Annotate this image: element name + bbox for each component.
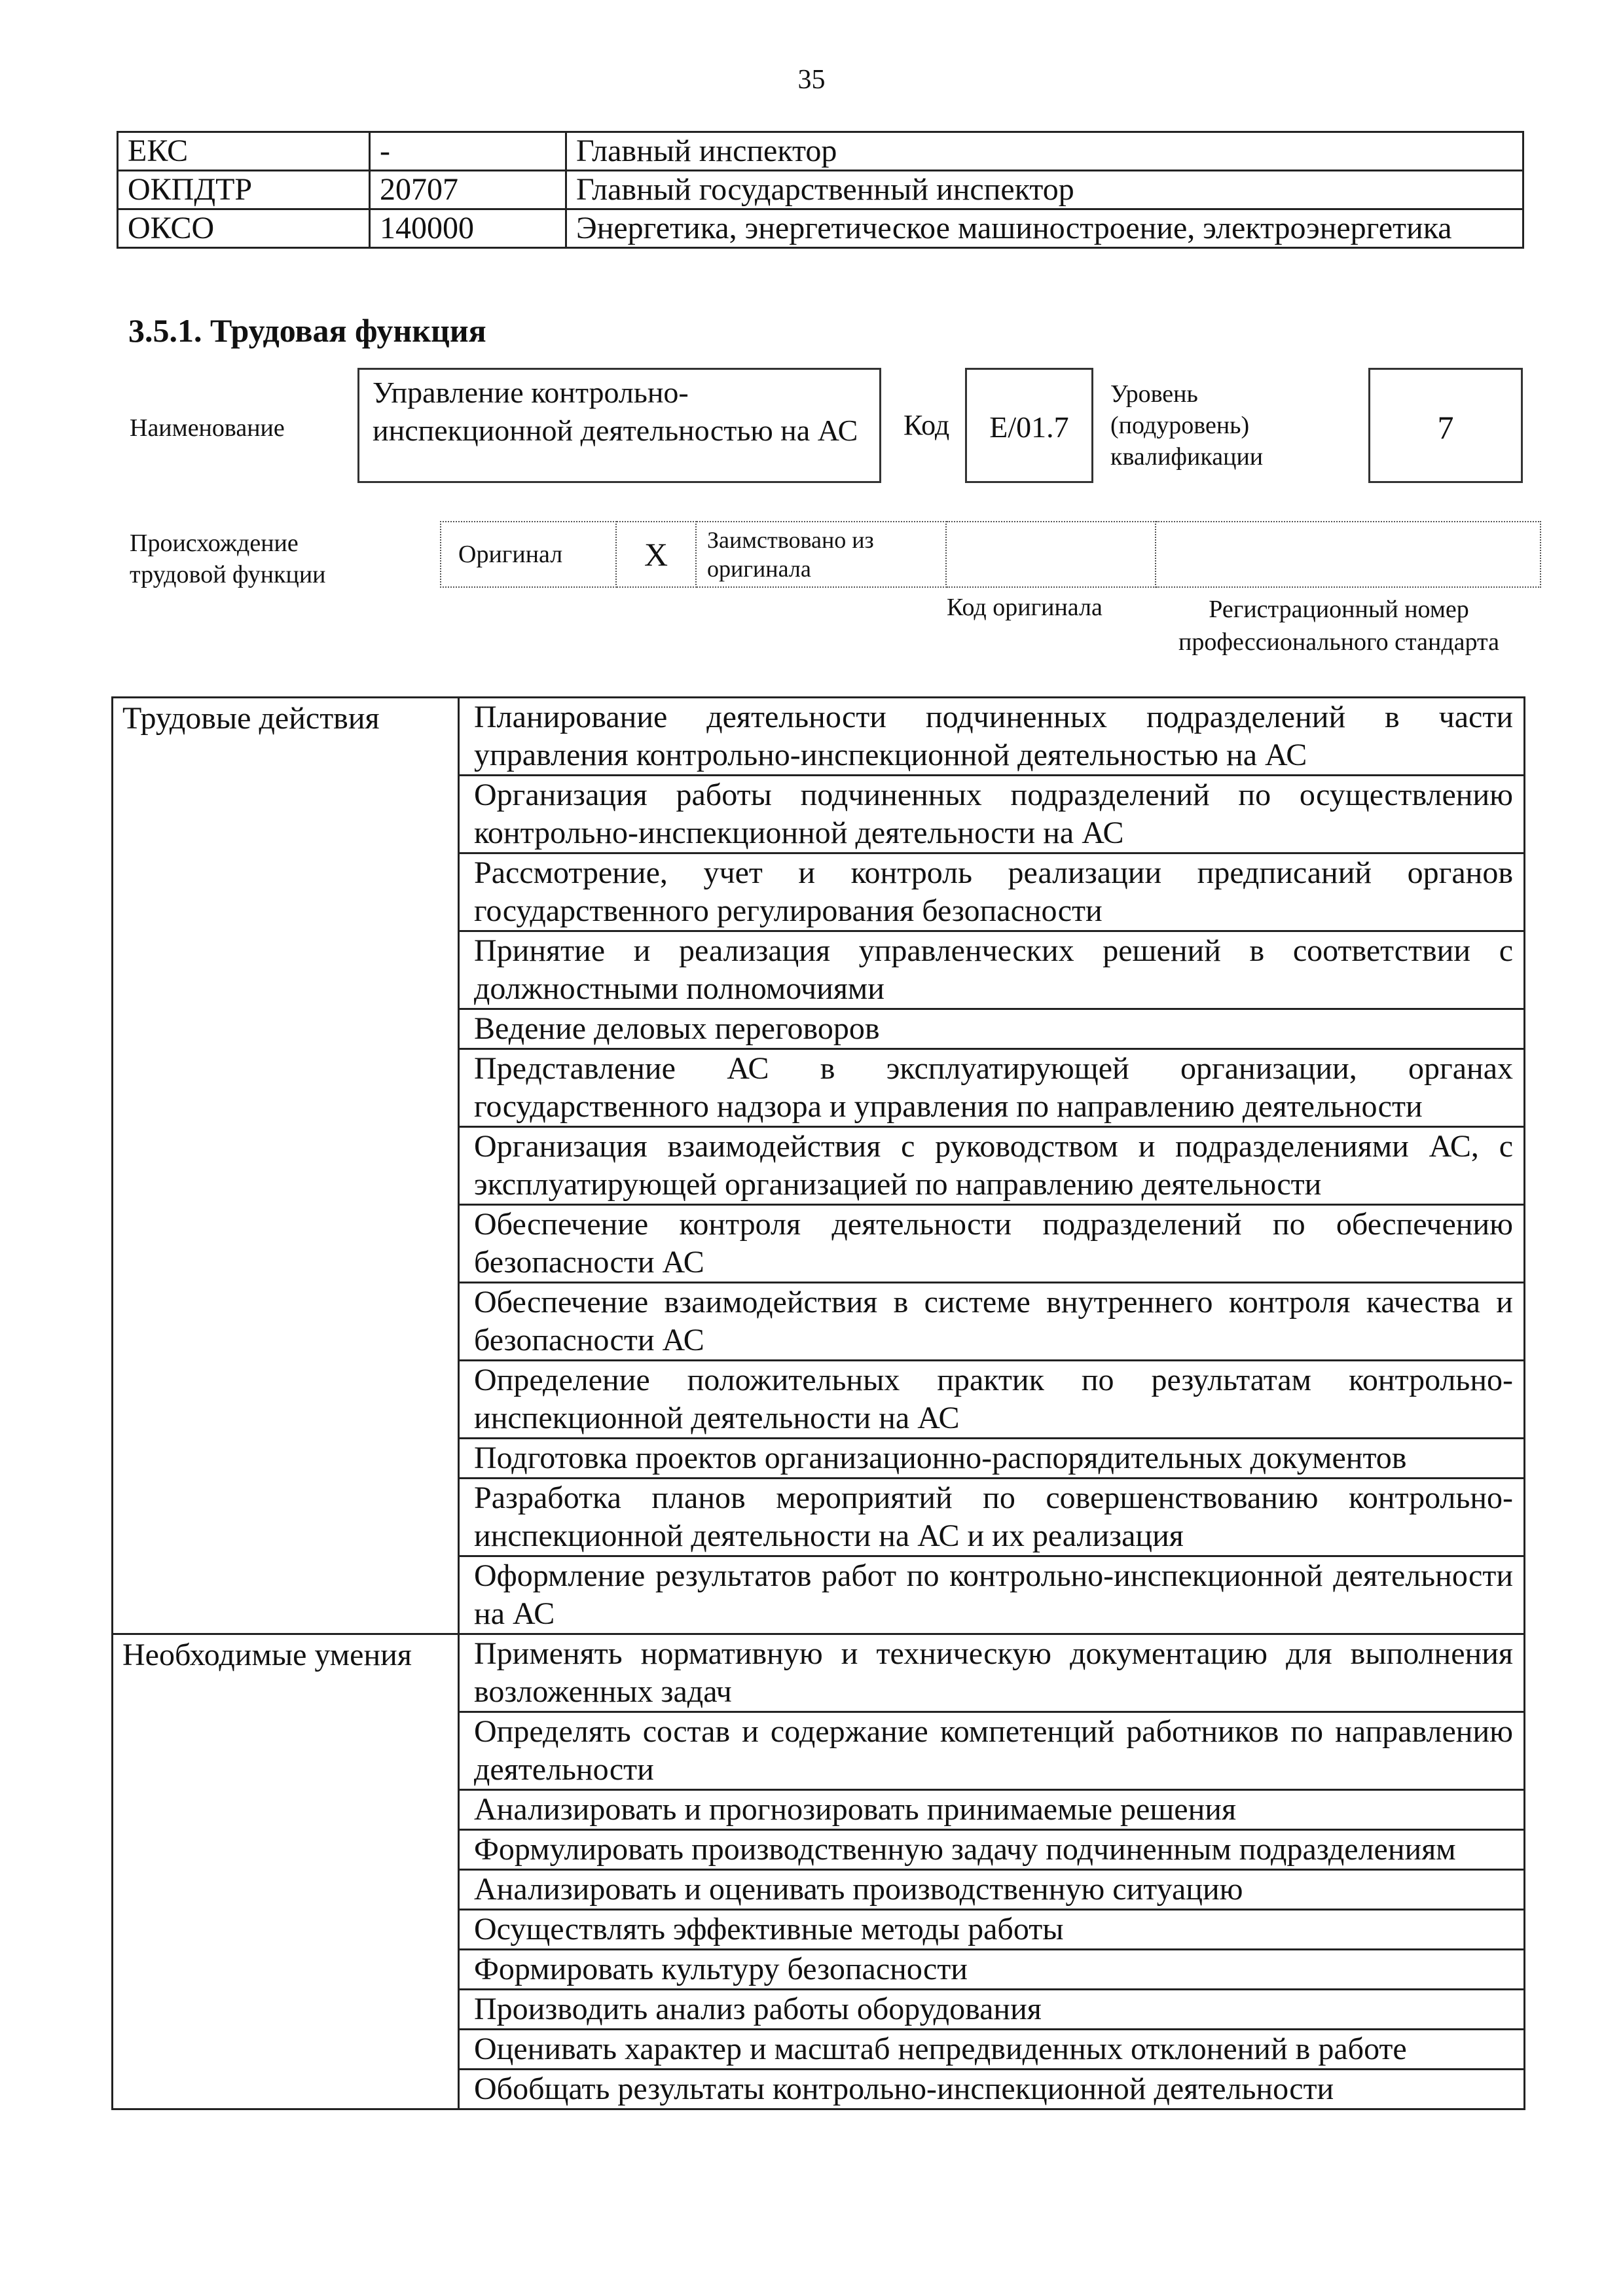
classifier-number: 140000 — [370, 209, 566, 248]
skill-item: Осуществлять эффективные методы работы — [459, 1910, 1525, 1950]
origin-table — [440, 521, 1541, 588]
level-label-line: (подуровень) — [1110, 412, 1250, 439]
classification-table — [117, 131, 1524, 249]
level-label-line: квалификации — [1110, 443, 1264, 471]
labor-action-item: Ведение деловых переговоров — [459, 1009, 1525, 1049]
labor-action-item: Разработка планов мероприятий по совершенствованию контрольно-инспекционной деятельности на АС и их реализация — [459, 1479, 1525, 1556]
classifier-code: ЕКС — [118, 132, 370, 171]
labor-action-item: Обеспечение контроля деятельности подразделений по обеспечению безопасности АС — [459, 1205, 1525, 1283]
skill-item: Оценивать характер и масштаб непредвиденных отклонений в работе — [459, 2030, 1525, 2070]
labor-action-item: Планирование деятельности подчиненных подразделений в части управления контрольно-инспекционной деятельностью на АС — [459, 698, 1525, 776]
labor-action-item: Организация взаимодействия с руководством и подразделениями АС, с эксплуатирующей организацией по направлению деятельности — [459, 1127, 1525, 1205]
skill-item: Формировать культуру безопасности — [459, 1950, 1525, 1990]
qualification-level-label — [1110, 378, 1263, 473]
skill-item: Анализировать и оценивать производственную ситуацию — [459, 1870, 1525, 1910]
skill-item: Определять состав и содержание компетенций работников по направлению деятельности — [459, 1712, 1525, 1790]
level-label-line: Уровень — [1110, 380, 1198, 408]
borrowed-label-line: оригинала — [707, 556, 811, 582]
function-name-label: Наименование — [130, 414, 285, 442]
origin-code-caption: Код оригинала — [947, 594, 1103, 621]
reg-number-caption-line: Регистрационный номер — [1209, 596, 1469, 623]
reg-number-caption-line: профессионального стандарта — [1178, 628, 1499, 656]
borrowed-label — [696, 522, 946, 587]
classifier-name: Главный государственный инспектор — [566, 171, 1523, 209]
labor-action-item: Обеспечение взаимодействия в системе внутреннего контроля качества и безопасности АС — [459, 1283, 1525, 1361]
classifier-name: Энергетика, энергетическое машиностроение, электроэнергетика — [566, 209, 1523, 248]
labor-action-item: Определение положительных практик по результатам контрольно-инспекционной деятельности на АС — [459, 1361, 1525, 1439]
classifier-number: - — [370, 132, 566, 171]
origin-label-line: Происхождение — [130, 529, 299, 557]
page-number: 35 — [797, 65, 826, 95]
labor-action-item: Оформление результатов работ по контрольно-инспекционной деятельности на АС — [459, 1556, 1525, 1634]
labor-action-item: Подготовка проектов организационно-распорядительных документов — [459, 1439, 1525, 1479]
origin-label — [130, 528, 326, 590]
function-details-table — [111, 696, 1525, 2110]
classification-row — [118, 171, 1523, 209]
origin-label-line: трудовой функции — [130, 561, 326, 588]
classifier-name: Главный инспектор — [566, 132, 1523, 171]
skill-item: Анализировать и прогнозировать принимаемые решения — [459, 1790, 1525, 1830]
classifier-number: 20707 — [370, 171, 566, 209]
borrowed-label-line: Заимствовано из — [707, 527, 874, 553]
skill-item: Производить анализ работы оборудования — [459, 1990, 1525, 2030]
origin-code-cell — [946, 522, 1156, 587]
reg-number-cell — [1156, 522, 1541, 587]
skill-item: Применять нормативную и техническую документацию для выполнения возложенных задач — [459, 1634, 1525, 1712]
classification-row — [118, 209, 1523, 248]
classifier-code: ОКСО — [118, 209, 370, 248]
labor-action-item: Принятие и реализация управленческих решений в соответствии с должностными полномочиями — [459, 931, 1525, 1009]
classification-row — [118, 132, 1523, 171]
skill-item: Формулировать производственную задачу подчиненным подразделениям — [459, 1830, 1525, 1870]
original-mark: X — [616, 522, 696, 587]
function-code-value: E/01.7 — [965, 368, 1093, 483]
labor-action-item: Представление АС в эксплуатирующей организации, органах государственного надзора и управления по направлению деятельности — [459, 1049, 1525, 1127]
original-label: Оригинал — [441, 522, 616, 587]
section-title: 3.5.1. Трудовая функция — [128, 312, 486, 349]
labor-actions-label: Трудовые действия — [113, 698, 459, 1634]
function-name-value: Управление контрольно-инспекционной деятельностью на АС — [357, 368, 881, 483]
table-row — [113, 698, 1525, 776]
table-row — [113, 1634, 1525, 1712]
classifier-code: ОКПДТР — [118, 171, 370, 209]
skill-item: Обобщать результаты контрольно-инспекционной деятельности — [459, 2070, 1525, 2109]
reg-number-caption — [1152, 593, 1525, 658]
function-code-label: Код — [903, 409, 950, 441]
labor-action-item: Организация работы подчиненных подразделений по осуществлению контрольно-инспекционной деятельности на АС — [459, 776, 1525, 853]
qualification-level-value: 7 — [1368, 368, 1523, 483]
skills-label: Необходимые умения — [113, 1634, 459, 2109]
labor-action-item: Рассмотрение, учет и контроль реализации предписаний органов государственного регулирования безопасности — [459, 853, 1525, 931]
